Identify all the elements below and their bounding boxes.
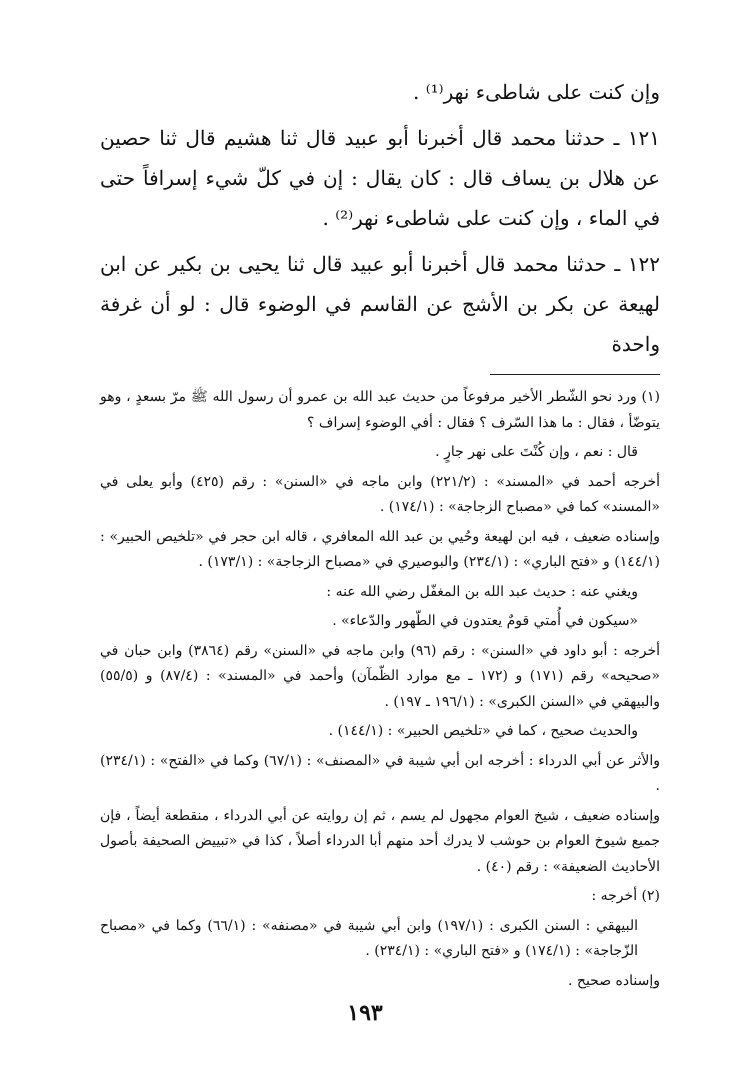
- footnote-line: قال : نعم ، وإن كُنْتَ على نهر جارٍ .: [435, 444, 638, 460]
- footnote-line: وإسناده صحيح .: [568, 972, 660, 989]
- footnote-line: أخرجه أحمد في «المسند» : (٢٢١/٢) وابن ماجه في «السنن» : رقم (٤٢٥) وأبو يعلى في «المسند» كما في «مصباح الزجاجة» : (١٧٤/١) .: [100, 473, 660, 515]
- footnote-line: والحديث صحيح ، كما في «تلخيص الحبير» : (١٤٤/١) .: [328, 723, 638, 739]
- footnote-line: ويغني عنه : حديث عبد الله بن المغفّل رضي الله عنه :: [326, 583, 638, 600]
- footnote-line: أخرجه : أبو داود في «السنن» : رقم (٩٦) وابن ماجه في «السنن» رقم (٣٨٦٤) وابن حبان في «صحيحه» رقم (١٧١) و (١٧٢ ـ مع موارد الظّمآن) وأحمد في «المسند» : (٨٧/٤) و (٥٥/٥) والبيهقي في «السنن الكبرى» : (١٩٦/١ ـ ١٩٧) .: [100, 642, 660, 710]
- footnote-line: البيهقي : السنن الكبرى : (١٩٧/١) وابن أبي شيبة في «مصنفه» : (٦٦/١) وكما في «مصباح الزّجاجة» : (١٧٤/١) و «فتح الباري» : (٢٣٤/١) .: [100, 917, 638, 959]
- footnote-divider: [490, 374, 660, 375]
- footnote-line: (٢) أخرجه :: [591, 888, 660, 904]
- main-paragraph: وإن كنت على شاطىء نهر⁽¹⁾ .: [413, 80, 660, 104]
- main-paragraph: ١٢١ ـ حدثنا محمد قال أخبرنا أبو عبيد قال ثنا هشيم قال ثنا حصين عن هلال بن يساف قال : كان يقال : إن في كلّ شيء إسرافاً حتى في الماء ، وإن كنت على شاطىء نهر⁽²⁾ .: [100, 126, 660, 230]
- footnote-line: وإسناده ضعيف ، شيخ العوام مجهول لم يسم ، ثم إن روايته عن أبي الدرداء ، منقطعة أيضاً ، فإن جميع شيوخ العوام بن حوشب لا يدرك أحد منهم أبا الدرداء أصلاً ، كذا في «تبييض الصحيفة بأصول الأحاديث الضعيفة» : رقم (٤٠) .: [100, 807, 660, 875]
- footnote-line: «سيكون في أُمتي قومٌ يعتدون في الطّهور والدّعاء» .: [332, 613, 638, 629]
- main-text: [100, 72, 660, 364]
- book-page: [100, 72, 660, 998]
- page-number: ١٩٣: [347, 1000, 383, 1026]
- footnotes: [100, 385, 660, 994]
- main-paragraph: ١٢٢ ـ حدثنا محمد قال أخبرنا أبو عبيد قال ثنا يحيى بن بكير عن ابن لهيعة عن بكر بن الأشج عن القاسم في الوضوء قال : لو أن غرفة واحدة: [100, 252, 660, 356]
- footnote-line: والأثر عن أبي الدرداء : أخرجه ابن أبي شيبة في «المصنف» : (٦٧/١) وكما في «الفتح» : (٢٣٤/١) .: [100, 752, 661, 794]
- footnote-line: (١) ورد نحو الشّطر الأخير مرفوعاً من حديث عبد الله بن عمرو أن رسول الله ﷺ مرّ بسعدٍ ، وهو يتوضّأ ، فقال : ما هذا السّرف ؟ فقال : أفي الوضوء إسراف ؟: [100, 389, 660, 431]
- footnote-line: وإسناده ضعيف ، فيه ابن لهيعة وحُيي بن عبد الله المعافري ، قاله ابن حجر في «تلخيص الحبير» : (١٤٤/١) و «فتح الباري» : (٢٣٤/١) والبوصيري في «مصباح الزجاجة» : (١٧٣/١) .: [100, 528, 660, 570]
